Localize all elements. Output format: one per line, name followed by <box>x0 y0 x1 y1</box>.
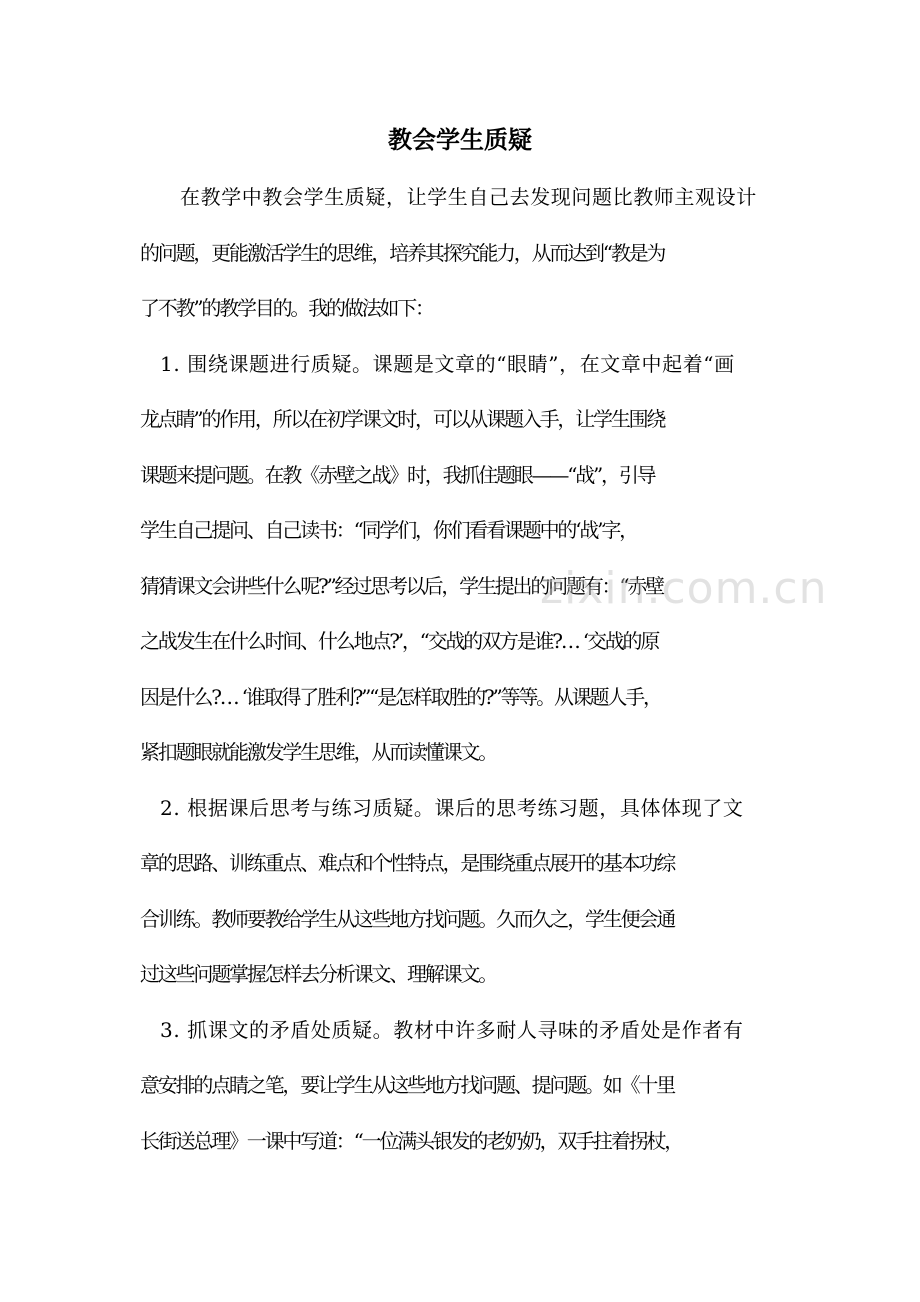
text-line: 在教学中教会学生质疑，让学生自己去发现问题比教师主观设计 <box>180 185 757 209</box>
document-body <box>140 170 780 1169</box>
paragraph-point-2 <box>140 781 780 1003</box>
text-line: 2. 根据课后思考与练习质疑。课后的思考练习题，具体体现了文 <box>160 795 744 820</box>
text-line: 1. 围绕课题进行质疑。课题是文章的“眼睛”，在文章中起着“画 <box>160 351 735 376</box>
text-line: 了不教”的教学目的。我的做法如下： <box>140 296 433 320</box>
paragraph-point-1 <box>140 337 780 781</box>
text-line: 之战发生在什么时间、什么地点?’，“交战的双方是谁?… ‘交战的原 <box>140 629 659 653</box>
text-line: 合训练。教师要教给学生从这些地方找问题。久而久之，学生便会通 <box>140 906 674 931</box>
text-line: 紧扣题眼就能激发学生思维，从而读懂课文。 <box>140 740 496 764</box>
watermark: zixin.com.cn <box>540 563 828 614</box>
text-line: 3. 抓课文的矛盾处质疑。教材中许多耐人寻味的矛盾处是作者有 <box>160 1017 744 1042</box>
text-line: 学生自己提问、自己读书：“同学们，你们看看课题中的‘战’字， <box>140 518 637 542</box>
paragraph-point-3 <box>140 1003 780 1170</box>
paragraph-intro <box>140 170 780 337</box>
text-line: 的问题，更能激活学生的思维，培养其探究能力，从而达到“教是为 <box>140 240 665 265</box>
text-line: 龙点睛”的作用，所以在初学课文时，可以从课题入手，让学生围绕 <box>140 407 665 431</box>
text-line: 因是什么?… ‘谁取得了胜利?”“是怎样取胜的?”等等。从课题人手， <box>140 684 661 709</box>
text-line: 过这些问题掌握怎样去分析课文、理解课文。 <box>140 962 496 986</box>
text-line: 猜猜课文会讲些什么呢?”经过思考以后，学生提出的问题有：“赤壁 <box>140 573 663 598</box>
document-title: 教会学生质疑 <box>388 125 532 154</box>
text-line: 长街送总理》一课中写道：“一位满头银发的老奶奶，双手拄着拐杖， <box>140 1128 683 1153</box>
text-line: 课题来提问题。在教《赤壁之战》时，我抓住题眼——“战”，引导 <box>140 462 655 487</box>
text-line: 章的思路、训练重点、难点和个性特点，是围绕重点展开的基本功综 <box>140 851 674 875</box>
text-line: 意安排的点睛之笔，要让学生从这些地方找问题、提问题。如《十里 <box>140 1073 674 1097</box>
